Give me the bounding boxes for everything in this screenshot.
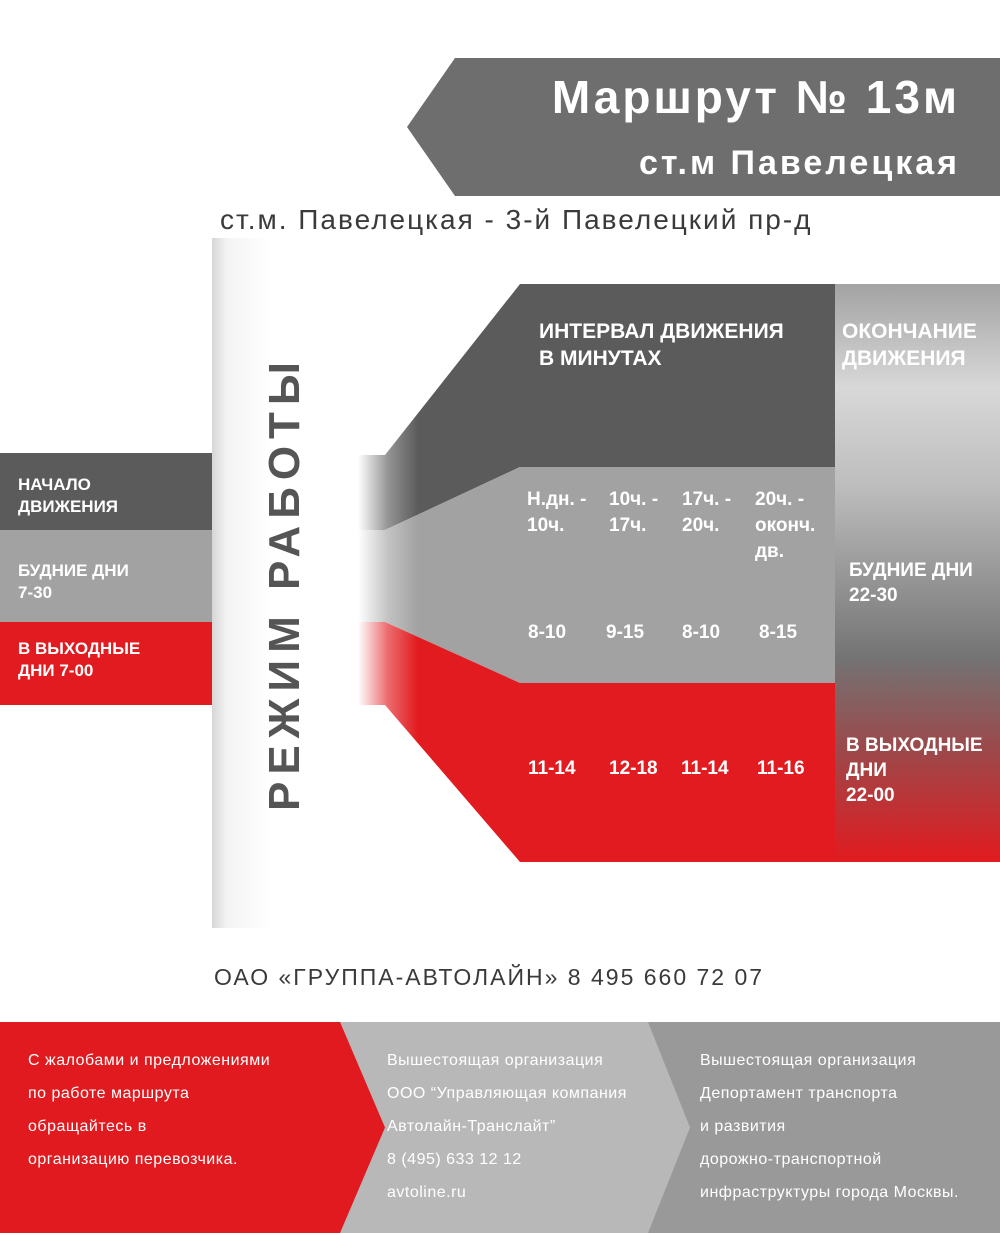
end-weekdays: БУДНИЕ ДНИ 22-30 (849, 560, 973, 606)
weekend-interval-cell: 11-14 (528, 758, 576, 779)
parent-org-1: Вышестоящая организация ООО “Управляющая компания Автолайн-Транслайт” 8 (495) 633 12 12 avtoline.ru (387, 1044, 627, 1209)
mode-label: РЕЖИМ РАБОТЫ (260, 354, 309, 812)
weekend-interval-cell: 11-14 (681, 758, 729, 779)
interval-title: ИНТЕРВАЛ ДВИЖЕНИЯ В МИНУТАХ (539, 320, 784, 370)
parent-org-2: Вышестоящая организация Депортамент транспорта и развития дорожно-транспортной инфраструктуры города Москвы. (700, 1052, 959, 1201)
weekday-interval-cell: 8-10 (682, 622, 721, 643)
company-contact: ОАО «ГРУППА-АВТОЛАЙН» 8 495 660 72 07 (214, 964, 765, 990)
route-station: ст.м Павелецкая (638, 144, 960, 182)
route-title: Маршрут № 13м (551, 71, 960, 123)
start-weekend: В ВЫХОДНЫЕ ДНИ 7-00 (18, 639, 141, 680)
route-path: ст.м. Павелецкая - 3-й Павелецкий пр-д (220, 204, 813, 235)
weekday-interval-cell: 8-15 (759, 622, 798, 643)
weekday-interval-cell: 9-15 (606, 622, 645, 643)
end-title: ОКОНЧАНИЕ ДВИЖЕНИЯ (842, 320, 977, 370)
weekend-interval-cell: 12-18 (609, 758, 658, 779)
website-link[interactable]: avtoline.ru (387, 1184, 467, 1201)
weekday-interval-cell: 8-10 (528, 622, 567, 643)
end-weekend: В ВЫХОДНЫЕ ДНИ 22-00 (846, 735, 983, 806)
start-weekdays: БУДНИЕ ДНИ 7-30 (18, 561, 129, 602)
weekend-interval-cell: 11-16 (757, 758, 805, 779)
period-header: 17ч. - 20ч. (682, 489, 732, 536)
period-header: Н.дн. - 10ч. (527, 489, 587, 536)
period-header: 20ч. - оконч. дв. (755, 489, 816, 562)
complaints-text: С жалобами и предложениями по работе маршрута обращайтесь в организацию перевозчика. (28, 1052, 271, 1168)
start-label: НАЧАЛО ДВИЖЕНИЯ (18, 475, 119, 516)
period-header: 10ч. - 17ч. (609, 489, 659, 536)
